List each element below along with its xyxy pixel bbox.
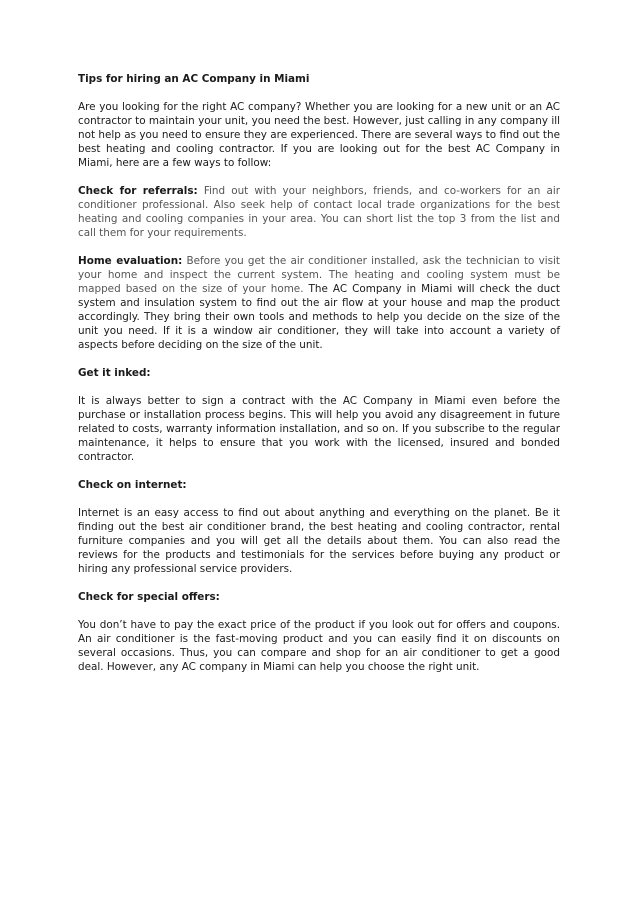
- referrals-lead: Check for referrals:: [78, 185, 198, 197]
- offers-paragraph: You don’t have to pay the exact price of the product if you look out for offers and coupons. An air conditioner is the fast-moving product and you can easily find it on discounts on several occasions. Thus, you can compare and shop for an air conditioner to get a good deal. However, any AC company in Miami can help you choose the right unit.: [78, 619, 560, 673]
- referrals-paragraph: [78, 184, 560, 240]
- home-evaluation-paragraph: [78, 254, 560, 352]
- inked-heading: Get it inked:: [78, 367, 151, 379]
- document-title: Tips for hiring an AC Company in Miami: [78, 73, 310, 85]
- document-page: [78, 72, 560, 688]
- offers-heading: Check for special offers:: [78, 591, 220, 603]
- home-evaluation-text: The AC Company in Miami will check the duct system and insulation system to find out the air flow at your house and map the product accordingly. They bring their own tools and methods to help you decide on the size of the unit you need. If it is a window air conditioner, they will take into account a variety of aspects before deciding on the size of the unit.: [78, 283, 561, 351]
- home-evaluation-text-muted: Before you get the air conditioner installed, ask the technician to visit your home and inspect the current system. The heating and cooling system must be mapped based on the size of your home.: [78, 255, 560, 295]
- internet-heading: Check on internet:: [78, 479, 187, 491]
- inked-paragraph: It is always better to sign a contract with the AC Company in Miami even before the purchase or installation process begins. This will help you avoid any disagreement in future related to costs, warranty information installation, and so on. If you subscribe to the regular maintenance, it helps to ensure that you work with the licensed, insured and bonded contractor.: [78, 395, 560, 463]
- home-evaluation-lead: Home evaluation:: [78, 255, 183, 267]
- intro-paragraph: Are you looking for the right AC company? Whether you are looking for a new unit or an AC contractor to maintain your unit, you need the best. However, just calling in any company ill not help as you need to ensure they are experienced. There are several ways to find out the best heating and cooling contractor. If you are looking out for the best AC Company in Miami, here are a few ways to follow:: [78, 101, 560, 169]
- referrals-text: Find out with your neighbors, friends, and co-workers for an air conditioner professional. Also seek help of contact local trade organizations for the best heating and cooling companies in your area. You can short list the top 3 from the list and call them for your requirements.: [78, 185, 560, 239]
- internet-paragraph: Internet is an easy access to find out about anything and everything on the planet. Be it finding out the best air conditioner brand, the best heating and cooling contractor, rental furniture companies and you will get all the details about them. You can also read the reviews for the products and testimonials for the services before buying any product or hiring any professional service providers.: [78, 507, 560, 575]
